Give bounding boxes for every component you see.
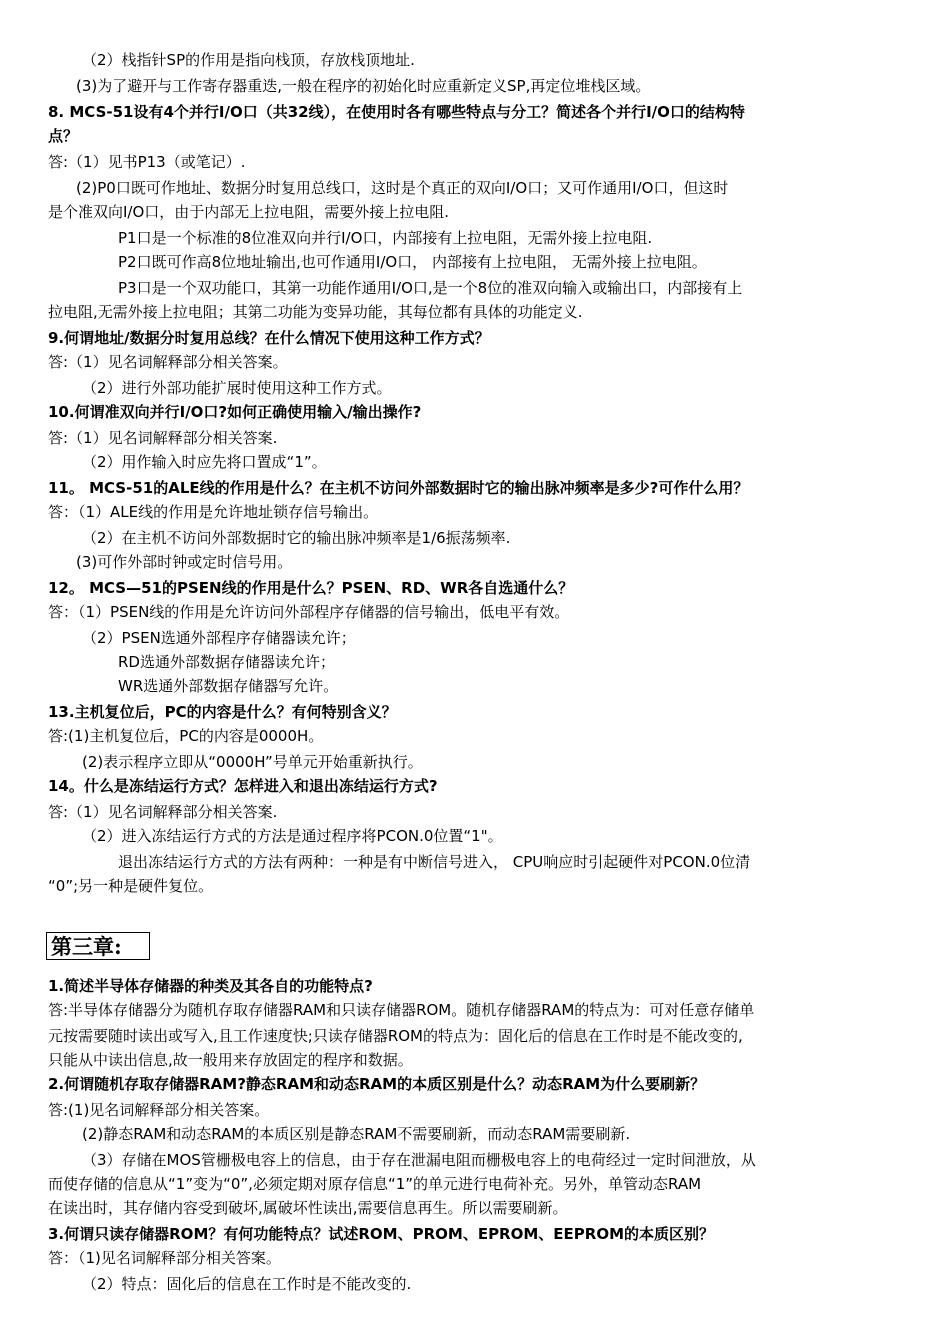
answer-line: （2）特点：固化后的信息在工作时是不能改变的. (82, 1275, 412, 1293)
answer-line: “0”;另一种是硬件复位。 (48, 877, 214, 895)
answer-line: (2)表示程序立即从“0000H”号单元开始重新执行。 (82, 753, 423, 771)
answer-line: 答:（1）见名词解释部分相关答案。 (48, 353, 288, 371)
question-heading: 3.何谓只读存储器ROM？有何功能特点？试述ROM、PROM、EPROM、EEPROM的本质区别？ (48, 1225, 715, 1243)
answer-line: (2)P0口既可作地址、数据分时复用总线口，这时是个真正的双向I/O口；又可作通用I/O口，但这时 (76, 179, 729, 197)
answer-line: 答:（1）见书P13（或笔记）. (48, 153, 246, 171)
question-heading: 12。 MCS—51的PSEN线的作用是什么？PSEN、RD、WR各自选通什么？ (48, 579, 574, 597)
answer-line: 答:(1)主机复位后，PC的内容是0000H。 (48, 727, 324, 745)
answer-line: 答：（1）ALE线的作用是允许地址锁存信号输出。 (48, 503, 379, 521)
answer-line: 拉电阻,无需外接上拉电阻；其第二功能为变异功能，其每位都有具体的功能定义. (48, 303, 583, 321)
chapter-title: 第三章: (46, 932, 150, 960)
answer-line: 答:半导体存储器分为随机存取存储器RAM和只读存储器ROM。随机存储器RAM的特点为：可对任意存储单 (48, 1001, 755, 1019)
answer-line: P3口是一个双功能口，其第一功能作通用I/O口,是一个8位的准双向输入或输出口，内部接有上 (118, 279, 743, 297)
answer-line: 答：（1)见名词解释部分相关答案。 (48, 1249, 281, 1267)
question-heading: 点？ (48, 127, 79, 145)
question-heading: 1.简述半导体存储器的种类及其各自的功能特点? (48, 977, 373, 995)
answer-line: 元按需要随时读出或写入,且工作速度快;只读存储器ROM的特点为：固化后的信息在工作时是不能改变的, (48, 1027, 743, 1045)
answer-line: 答:（1）见名词解释部分相关答案. (48, 429, 278, 447)
answer-line: WR选通外部数据存储器写允许。 (118, 677, 339, 695)
question-heading: 10.何谓准双向并行I/O口?如何正确使用输入/输出操作? (48, 403, 422, 421)
question-heading: 13.主机复位后，PC的内容是什么？有何特别含义？ (48, 703, 397, 721)
answer-line: （2）在主机不访问外部数据时它的输出脉冲频率是1/6振荡频率. (82, 529, 511, 547)
question-heading: 8. MCS-51设有4个并行I/O口（共32线），在使用时各有哪些特点与分工？简述各个并行I/O口的结构特 (48, 103, 745, 121)
answer-line: (2)静态RAM和动态RAM的本质区别是静态RAM不需要刷新，而动态RAM需要刷新. (82, 1125, 631, 1143)
answer-line: 退出冻结运行方式的方法有两种：一种是有中断信号进入， CPU响应时引起硬件对PCON.0位清 (118, 853, 751, 871)
question-heading: 11。 MCS-51的ALE线的作用是什么？在主机不访问外部数据时它的输出脉冲频率是多少?可作什么用？ (48, 479, 749, 497)
answer-line: 是个准双向I/O口，由于内部无上拉电阻，需要外接上拉电阻. (48, 203, 450, 221)
answer-line: （3）存储在MOS管栅极电容上的信息，由于存在泄漏电阻而栅极电容上的电荷经过一定时间泄放，从 (82, 1151, 756, 1169)
answer-line: 只能从中读出信息,故一般用来存放固定的程序和数据。 (48, 1051, 413, 1069)
text-line: （2）栈指针SP的作用是指向栈顶，存放栈顶地址. (82, 51, 415, 69)
answer-line: RD选通外部数据存储器读允许； (118, 653, 335, 671)
answer-line: 答：（1）PSEN线的作用是允许访问外部程序存储器的信号输出，低电平有效。 (48, 603, 570, 621)
question-heading: 2.何谓随机存取存储器RAM?静态RAM和动态RAM的本质区别是什么？动态RAM为什么要刷新？ (48, 1075, 706, 1093)
answer-line: 而使存储的信息从“1”变为“0”,必须定期对原存信息“1”的单元进行电荷补充。另外，单管动态RAM (48, 1175, 702, 1193)
answer-line: （2）进入冻结运行方式的方法是通过程序将PCON.0位置“1"。 (82, 827, 503, 845)
answer-line: P1口是一个标准的8位准双向并行I/O口，内部接有上拉电阻，无需外接上拉电阻. (118, 229, 653, 247)
answer-line: 答:（1）见名词解释部分相关答案. (48, 803, 278, 821)
text-line: (3)为了避开与工作寄存器重迭,一般在程序的初始化时应重新定义SP,再定位堆栈区域。 (76, 77, 651, 95)
answer-line: （2）进行外部功能扩展时使用这种工作方式。 (82, 379, 392, 397)
question-heading: 14。什么是冻结运行方式？怎样进入和退出冻结运行方式? (48, 777, 438, 795)
answer-line: 答:(1)见名词解释部分相关答案。 (48, 1101, 270, 1119)
answer-line: P2口既可作高8位地址输出,也可作通用I/O口， 内部接有上拉电阻， 无需外接上拉电阻。 (118, 253, 707, 271)
answer-line: （2）用作输入时应先将口置成“1”。 (82, 453, 327, 471)
answer-line: 在读出时，其存储内容受到破坏,属破坏性读出,需要信息再生。所以需要刷新。 (48, 1199, 568, 1217)
answer-line: （2）PSEN选通外部程序存储器读允许； (82, 629, 356, 647)
answer-line: (3)可作外部时钟或定时信号用。 (76, 553, 293, 571)
question-heading: 9.何谓地址/数据分时复用总线？在什么情况下使用这种工作方式？ (48, 329, 490, 347)
